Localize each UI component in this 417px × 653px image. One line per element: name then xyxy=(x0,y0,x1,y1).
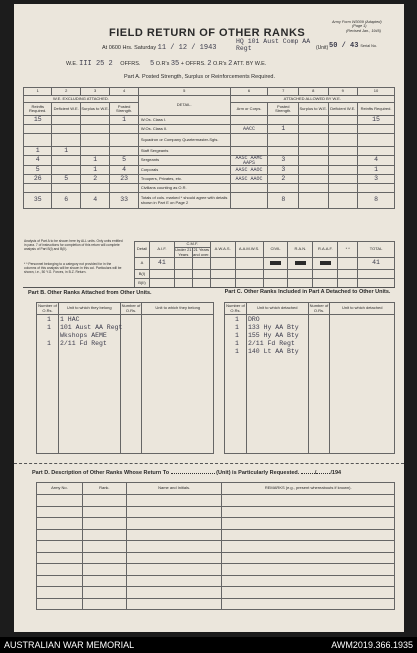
hdr-reinfts: Reinfts Required. xyxy=(24,103,52,116)
entry-count: 1 xyxy=(47,316,51,323)
part-a-cell-arm: AASC AAOC xyxy=(230,175,268,184)
part-a-row xyxy=(24,156,395,166)
footer-left: AUSTRALIAN WAR MEMORIAL xyxy=(4,640,135,650)
part-a-cell-c10 xyxy=(358,125,395,134)
analysis-note-2: * * Personnel belonging to a category not provided for in the columns of this analysis will be shown in this col. Particulars will be shown, i.e., 50 Y.G. Forces, in B.Z. Return. xyxy=(24,262,122,274)
part-a-cell-c10 xyxy=(358,134,395,147)
part-a-cell-c8 xyxy=(299,156,329,166)
part-a-cell-c10 xyxy=(358,147,395,156)
an-hdr-cmf-over21: 21 Years and over. xyxy=(193,247,210,257)
part-a-cell-c3: 1 xyxy=(80,166,110,175)
part-d-cell xyxy=(126,529,222,541)
entry-unit: 133 Hy AA Bty xyxy=(248,324,299,331)
hdr-deficient: Deficient W.E. xyxy=(52,103,80,116)
an-hdr-other: * * xyxy=(338,242,358,258)
offrs-label: OFFRS. xyxy=(120,61,141,67)
part-a-cell-c7: 2 xyxy=(268,175,299,184)
part-a-cell-c9 xyxy=(328,184,358,193)
part-a-cell-c9 xyxy=(328,193,358,209)
part-a-row xyxy=(24,193,395,209)
col-num-7: 7 xyxy=(268,88,299,96)
entry-unit: DRO xyxy=(248,316,260,323)
entry-unit: 2/11 Fd Regt xyxy=(248,340,295,347)
part-d-cell xyxy=(222,529,395,541)
part-c-entry xyxy=(226,316,366,324)
part-a-cell-c4 xyxy=(110,134,138,147)
part-a-cell-c3 xyxy=(80,184,110,193)
part-a-cell-c1: 26 xyxy=(24,175,52,184)
part-a-cell-c2 xyxy=(52,116,80,125)
d-hdr-remarks: REMARKS (e.g., present whereabouts if known). xyxy=(222,483,395,495)
part-b-entry xyxy=(38,324,158,332)
entry-unit: 101 Aust AA Regt xyxy=(60,324,123,331)
part-a-cell-arm: AASC AAMC AAPS xyxy=(230,156,268,166)
part-a-cell-arm xyxy=(230,184,268,193)
part-a-cell-c3 xyxy=(80,134,110,147)
part-c-entry xyxy=(226,324,366,332)
unit-typed: HQ 101 Aust Comp AA Regt xyxy=(236,38,311,52)
an-hdr-aamws: A.A.M.W.S. xyxy=(235,242,263,258)
part-a-cell-c2 xyxy=(52,125,80,134)
part-a-cell-c2: 1 xyxy=(52,147,80,156)
part-b-entry xyxy=(38,332,158,340)
part-a-cell-c1: 4 xyxy=(24,156,52,166)
hdr-surplus-att: Surplus to W.E. xyxy=(299,103,329,116)
offrs2-typed: 2 xyxy=(207,60,212,68)
c-hdr-num-2: Number of O.Rs. xyxy=(309,303,329,313)
serial-label: Serial No. xyxy=(360,44,378,48)
part-a-row xyxy=(24,175,395,184)
form-page: (Page 1) xyxy=(352,24,367,29)
part-a-cell-c9 xyxy=(328,166,358,175)
hdr-reinfts-att: Reinfts Required. xyxy=(358,103,395,116)
part-a-cell-c9 xyxy=(328,156,358,166)
part-a-cell-arm xyxy=(230,193,268,209)
b-hdr-num-2: Number of O.Rs. xyxy=(121,303,141,313)
d-hdr-name: Name and Initials. xyxy=(126,483,222,495)
part-a-cell-c3 xyxy=(80,147,110,156)
hdr-deficient-att: Deficient W.E. xyxy=(328,103,358,116)
part-a-cell-arm xyxy=(230,116,268,125)
col-num-6: 6 xyxy=(230,88,268,96)
part-a-cell-c8 xyxy=(299,166,329,175)
hdr-surplus: Surplus to W.E. xyxy=(80,103,110,116)
part-a-table xyxy=(23,87,395,209)
part-a-cell-c8 xyxy=(299,134,329,147)
part-b-title: Part B. Other Ranks Attached from Other Units. xyxy=(28,290,152,296)
group-excl-header: W.E. EXCLUDING ATTACHED. xyxy=(24,96,139,103)
at-line xyxy=(102,44,216,52)
part-a-cell-detail: W.Os. Class II. xyxy=(138,125,230,134)
part-d-cell xyxy=(82,587,126,599)
an-aif-a: 41 xyxy=(149,258,174,270)
entry-count: 1 xyxy=(47,340,51,347)
part-d-cell xyxy=(82,552,126,564)
part-a-cell-c10: 3 xyxy=(358,175,395,184)
part-d-row xyxy=(37,529,395,541)
att-label: ATT. BY W.E. xyxy=(233,61,267,67)
b-hdr-unit-2: Unit to which they belong xyxy=(142,303,214,315)
part-a-cell-c1: 35 xyxy=(24,193,52,209)
part-d-cell xyxy=(37,506,83,518)
part-a-cell-c4: 4 xyxy=(110,166,138,175)
entry-count: 1 xyxy=(235,332,239,339)
an-hdr-ran: R.A.N. xyxy=(288,242,313,258)
part-d-cell xyxy=(126,495,222,507)
part-a-cell-detail: W.Os. Class I. xyxy=(138,116,230,125)
b-hdr-unit-1: Unit to which they belong xyxy=(58,303,120,315)
we-typed: III 25 2 xyxy=(79,60,113,68)
part-d-table xyxy=(36,482,395,610)
date-typed: 11 / 12 / 1943 xyxy=(157,44,217,52)
part-a-cell-detail: Totals of cols. marked * should agree with details shown in Part E on Page 2 xyxy=(138,193,230,209)
part-d-row xyxy=(37,541,395,553)
part-d-row xyxy=(37,575,395,587)
ors2-label: O.R's xyxy=(212,61,227,67)
part-d-cell xyxy=(82,529,126,541)
part-a-cell-c8 xyxy=(299,184,329,193)
part-a-cell-c2 xyxy=(52,156,80,166)
offrs2-label: OFFRS. xyxy=(185,61,206,67)
part-d-cell xyxy=(82,575,126,587)
part-a-cell-c7 xyxy=(268,147,299,156)
c-hdr-num-1: Number of O.Rs. xyxy=(226,303,245,313)
col-num-3: 3 xyxy=(80,88,110,96)
analysis-note-1: Analysis of Part A to be shown here by ALL units. Only units entitled in para. 7 of instructions for completion of this return will complete analysis of Part B(I) and B(II). xyxy=(24,239,123,251)
part-d-cell xyxy=(37,564,83,576)
part-d-cell xyxy=(82,598,126,610)
serial-number xyxy=(329,42,377,50)
part-d-cell xyxy=(222,518,395,530)
part-d-cell xyxy=(126,506,222,518)
part-a-cell-c3: 1 xyxy=(80,156,110,166)
part-d-title: Part D. Description of Other Ranks Whose Return To xyxy=(32,470,170,476)
entry-unit: 1 HAC xyxy=(60,316,80,323)
part-d-cell xyxy=(126,518,222,530)
part-a-cell-c4: 33 xyxy=(110,193,138,209)
part-d-cell xyxy=(37,552,83,564)
ors-label: O.R's xyxy=(155,61,170,67)
part-d-cell xyxy=(82,495,126,507)
an-row-bii-label: B(II) xyxy=(135,279,150,288)
part-a-cell-arm xyxy=(230,134,268,147)
col-num-2: 2 xyxy=(52,88,80,96)
entry-unit: 140 Lt AA Bty xyxy=(248,348,299,355)
part-d-cell xyxy=(82,541,126,553)
form-title: FIELD RETURN OF OTHER RANKS xyxy=(109,27,306,39)
form-sheet xyxy=(14,4,404,632)
c-hdr-unit-1: Unit to which detached xyxy=(246,303,308,315)
part-a-cell-c7 xyxy=(268,184,299,193)
part-d-cell xyxy=(126,541,222,553)
part-a-cell-c4: 23 xyxy=(110,175,138,184)
part-a-cell-c7: 3 xyxy=(268,156,299,166)
part-a-cell-c8 xyxy=(299,116,329,125)
part-a-cell-detail: Staff Sergeants xyxy=(138,147,230,156)
part-a-body xyxy=(24,116,395,209)
an-hdr-cmf: C.M.F. xyxy=(174,242,210,248)
part-a-row xyxy=(24,134,395,147)
unit-label: (Unit) xyxy=(316,45,329,51)
entry-unit: 155 Hy AA Bty xyxy=(248,332,299,339)
entry-unit: 2/11 Fd Regt xyxy=(60,340,107,347)
part-d-cell xyxy=(37,529,83,541)
part-c-entry xyxy=(226,332,366,340)
part-a-cell-c9 xyxy=(328,134,358,147)
we-label: W.E. xyxy=(66,61,78,67)
form-ref xyxy=(332,20,402,33)
part-a-cell-c7 xyxy=(268,134,299,147)
part-d-title-line: Part D. Description of Other Ranks Whose Return To (Unit) is Particularly Requested. / /194 xyxy=(32,470,342,476)
part-a-cell-c3: 2 xyxy=(80,175,110,184)
at-label: At 0600 Hrs. Saturday xyxy=(102,45,157,51)
part-d-cell xyxy=(126,598,222,610)
part-a-cell-c4: 5 xyxy=(110,156,138,166)
part-d-cell xyxy=(126,552,222,564)
part-a-cell-c10: 8 xyxy=(358,193,395,209)
part-d-year: /194 xyxy=(330,470,342,476)
form-ref-line: Army Form W3009 (Adapted) xyxy=(332,20,382,24)
entry-unit: Wkshops AEME xyxy=(60,332,107,339)
we-line: W.E. III 25 2 OFFRS. 5 O.R's 35 + OFFRS. 2 O.R's 2 ATT. BY W.E. xyxy=(66,60,267,68)
form-revised: (Revised Jan., 1945) xyxy=(346,28,382,33)
part-a-cell-c10 xyxy=(358,184,395,193)
part-a-cell-c1: 5 xyxy=(24,166,52,175)
an-row-bi-label: B(I) xyxy=(135,270,150,279)
part-d-cell xyxy=(37,598,83,610)
part-a-cell-c2 xyxy=(52,166,80,175)
ors-typed: 35 xyxy=(170,60,180,68)
part-a-row xyxy=(24,147,395,156)
part-a-cell-detail: Troopers, Privates, etc. xyxy=(138,175,230,184)
part-d-row xyxy=(37,564,395,576)
an-row-a-label: A xyxy=(135,258,150,270)
an-hdr-civil: CIVIL xyxy=(263,242,288,258)
part-a-cell-c9 xyxy=(328,116,358,125)
part-a-cell-c3 xyxy=(80,125,110,134)
part-a-cell-c1 xyxy=(24,134,52,147)
serial-typed: 50 / 43 xyxy=(329,42,359,50)
part-a-cell-c4 xyxy=(110,184,138,193)
c-hdr-unit-2: Unit to which detached xyxy=(330,303,395,315)
part-a-cell-c8 xyxy=(299,125,329,134)
entry-count: 1 xyxy=(235,316,239,323)
an-hdr-cmf-under21: Under 21 Years xyxy=(175,247,192,257)
hdr-posted-att: Posted Strength. xyxy=(268,103,299,116)
part-d-cell xyxy=(37,518,83,530)
part-a-cell-c7 xyxy=(268,116,299,125)
analysis-table xyxy=(134,241,395,288)
part-d-cell xyxy=(222,598,395,610)
part-d-row xyxy=(37,518,395,530)
part-d-cell xyxy=(82,518,126,530)
d-hdr-army-no: Army No. xyxy=(37,483,83,495)
part-d-cell xyxy=(37,495,83,507)
entry-count: 1 xyxy=(235,348,239,355)
part-a-row xyxy=(24,184,395,193)
part-d-row xyxy=(37,552,395,564)
part-a-cell-detail: Sergeants xyxy=(138,156,230,166)
part-a-cell-c9 xyxy=(328,175,358,184)
part-a-cell-c8 xyxy=(299,193,329,209)
part-a-cell-c9 xyxy=(328,147,358,156)
part-a-cell-c2: 6 xyxy=(52,193,80,209)
b-hdr-num-1: Number of O.Rs. xyxy=(38,303,57,313)
an-total-a: 41 xyxy=(358,258,395,270)
an-hdr-aif: A.I.F. xyxy=(149,242,174,258)
part-a-cell-c7: 1 xyxy=(268,125,299,134)
col-num-4: 4 xyxy=(110,88,138,96)
col-num-10: 10 xyxy=(358,88,395,96)
part-d-cell xyxy=(37,575,83,587)
part-a-cell-c2: 5 xyxy=(52,175,80,184)
an-hdr-total: TOTAL xyxy=(358,242,395,258)
part-a-cell-arm: AASC AAOC xyxy=(230,166,268,175)
part-d-row xyxy=(37,506,395,518)
part-d-row xyxy=(37,598,395,610)
part-d-cell xyxy=(126,575,222,587)
part-a-cell-c3: 4 xyxy=(80,193,110,209)
part-d-cell xyxy=(222,587,395,599)
part-a-cell-detail: Corporals xyxy=(138,166,230,175)
col-num-1: 1 xyxy=(24,88,52,96)
part-a-cell-c10: 1 xyxy=(358,166,395,175)
part-d-cell xyxy=(82,506,126,518)
part-a-cell-c7: 8 xyxy=(268,193,299,209)
offrs-typed: 5 xyxy=(150,60,155,68)
part-d-cell xyxy=(222,564,395,576)
col-num-9: 9 xyxy=(328,88,358,96)
part-d-cell xyxy=(37,541,83,553)
part-a-cell-c1: 1 xyxy=(24,147,52,156)
part-a-cell-c8 xyxy=(299,147,329,156)
col-num-5: 5 xyxy=(138,88,230,96)
part-a-cell-c4 xyxy=(110,125,138,134)
part-d-body xyxy=(37,495,395,610)
detail-header: DETAIL. xyxy=(138,96,230,116)
part-c-entry xyxy=(226,340,366,348)
part-d-cell xyxy=(126,587,222,599)
ors2-typed: 2 xyxy=(228,60,233,68)
part-a-cell-c2 xyxy=(52,184,80,193)
part-c-title: Part C. Other Ranks Included in Part A Detached to Other Units. xyxy=(224,289,391,295)
hdr-posted: Posted Strength. xyxy=(110,103,138,116)
part-a-cell-c8 xyxy=(299,175,329,184)
part-a-cell-c7: 3 xyxy=(268,166,299,175)
entry-count: 1 xyxy=(235,340,239,347)
part-a-row xyxy=(24,116,395,125)
entry-count: 1 xyxy=(47,324,51,331)
ran-blackout xyxy=(295,261,306,265)
part-a-cell-c10: 15 xyxy=(358,116,395,125)
part-c-entry xyxy=(226,348,366,356)
col-num-8: 8 xyxy=(299,88,329,96)
part-d-title-mid: (Unit) is Particularly Requested. xyxy=(216,470,300,476)
hdr-arm: Arm or Corps. xyxy=(230,103,268,116)
part-a-row xyxy=(24,125,395,134)
part-d-cell xyxy=(222,552,395,564)
part-a-cell-arm: AACC xyxy=(230,125,268,134)
part-a-cell-detail: Civilians counting as O.R. xyxy=(138,184,230,193)
part-d-cell xyxy=(222,495,395,507)
an-hdr-detail: Detail xyxy=(135,242,150,258)
part-d-cell xyxy=(222,506,395,518)
part-d-cell xyxy=(222,575,395,587)
part-a-cell-c9 xyxy=(328,125,358,134)
part-c-entries xyxy=(226,316,366,356)
civil-blackout xyxy=(270,261,281,265)
part-a-cell-c1: 15 xyxy=(24,116,52,125)
raaf-blackout xyxy=(320,261,331,265)
part-a-row xyxy=(24,166,395,175)
footer-bar xyxy=(0,637,417,653)
part-a-cell-c10: 4 xyxy=(358,156,395,166)
an-hdr-raaf: R.A.A.F. xyxy=(313,242,338,258)
group-att-header: ATTACHED ALLOWED BY W.E. xyxy=(230,96,394,103)
part-d-cell xyxy=(222,541,395,553)
part-a-cell-c3 xyxy=(80,116,110,125)
d-hdr-rank: Rank. xyxy=(82,483,126,495)
footer-right: AWM2019.366.1935 xyxy=(331,640,413,650)
part-a-cell-c4 xyxy=(110,147,138,156)
part-d-cell xyxy=(126,564,222,576)
part-a-cell-c1 xyxy=(24,125,52,134)
part-b-entries xyxy=(38,316,158,348)
part-a-cell-c2 xyxy=(52,134,80,147)
entry-count: 1 xyxy=(235,324,239,331)
part-a-title: Part A. Posted Strength, Surplus or Reinforcements Required. xyxy=(124,74,276,80)
part-a-cell-c4: 1 xyxy=(110,116,138,125)
part-a-cell-detail: Squadron or Company Quartermaster-Sgts. xyxy=(138,134,230,147)
part-b-entry xyxy=(38,340,158,348)
part-d-row xyxy=(37,495,395,507)
part-d-cell xyxy=(82,564,126,576)
part-d-cell xyxy=(37,587,83,599)
an-hdr-awas: A.W.A.S. xyxy=(210,242,235,258)
part-a-cell-c1 xyxy=(24,184,52,193)
part-d-row xyxy=(37,587,395,599)
part-b-entry xyxy=(38,316,158,324)
